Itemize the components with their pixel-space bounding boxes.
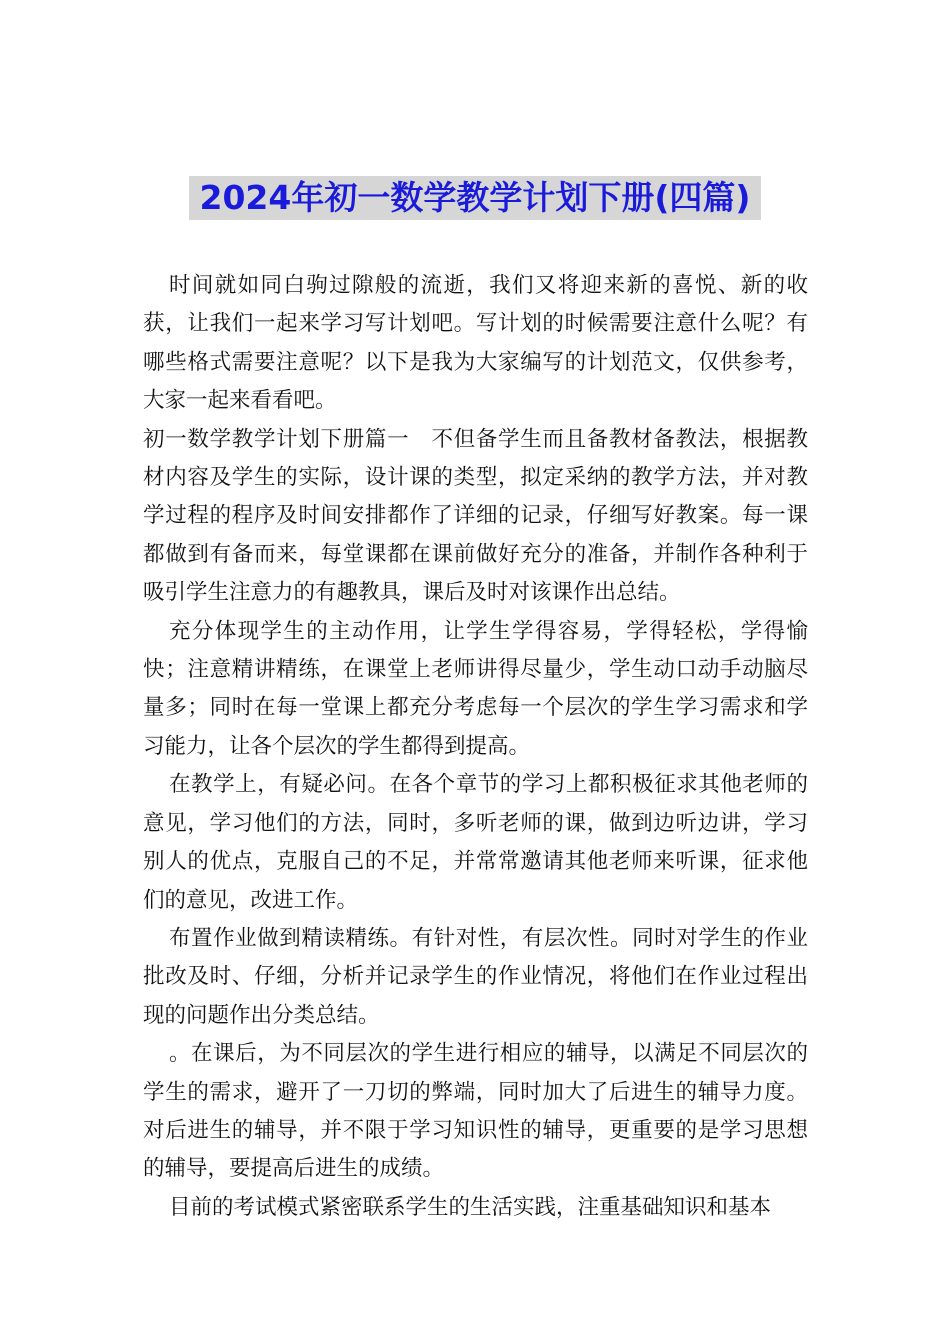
document-body — [143, 267, 808, 1227]
paragraph-after-class: 。在课后，为不同层次的学生进行相应的辅导，以满足不同层次的学生的需求，避开了一刀切的弊端，同时加大了后进生的辅导力度。对后进生的辅导，并不限于学习知识性的辅导，更重要的是学习思想的辅导，要提高后进生的成绩。 — [143, 1041, 808, 1182]
paragraph-active-learning: 充分体现学生的主动作用，让学生学得容易，学得轻松，学得愉快；注意精讲精练，在课堂上老师讲得尽量少，学生动口动手动脑尽量多；同时在每一堂课上都充分考虑每一个层次的学生学习需求和学习能力，让各个层次的学生都得到提高。 — [143, 618, 808, 759]
paragraph-exam-mode: 目前的考试模式紧密联系学生的生活实践，注重基础知识和基本 — [169, 1194, 772, 1220]
paragraph-intro: 时间就如同白驹过隙般的流逝，我们又将迎来新的喜悦、新的收获，让我们一起来学习写计划吧。写计划的时候需要注意什么呢？有哪些格式需要注意呢？以下是我为大家编写的计划范文，仅供参考，大家一起来看看吧。 — [143, 273, 808, 414]
title-container — [0, 176, 950, 220]
paragraph-homework: 布置作业做到精读精练。有针对性，有层次性。同时对学生的作业批改及时、仔细，分析并记录学生的作业情况，将他们在作业过程出现的问题作出分类总结。 — [143, 925, 808, 1028]
document-title: 2024年初一数学教学计划下册(四篇) — [189, 176, 760, 220]
paragraph-section-one: 初一数学教学计划下册篇一 不但备学生而且备教材备教法，根据教材内容及学生的实际，设计课的类型，拟定采纳的教学方法，并对教学过程的程序及时间安排都作了详细的记录，仔细写好教案。每一课都做到有备而来，每堂课都在课前做好充分的准备，并制作各种利于吸引学生注意力的有趣教具，课后及时对该课作出总结。 — [143, 426, 808, 606]
paragraph-teaching-inquiry: 在教学上，有疑必问。在各个章节的学习上都积极征求其他老师的意见，学习他们的方法，同时，多听老师的课，做到边听边讲，学习别人的优点，克服自己的不足，并常常邀请其他老师来听课，征求他们的意见，改进工作。 — [143, 772, 808, 913]
